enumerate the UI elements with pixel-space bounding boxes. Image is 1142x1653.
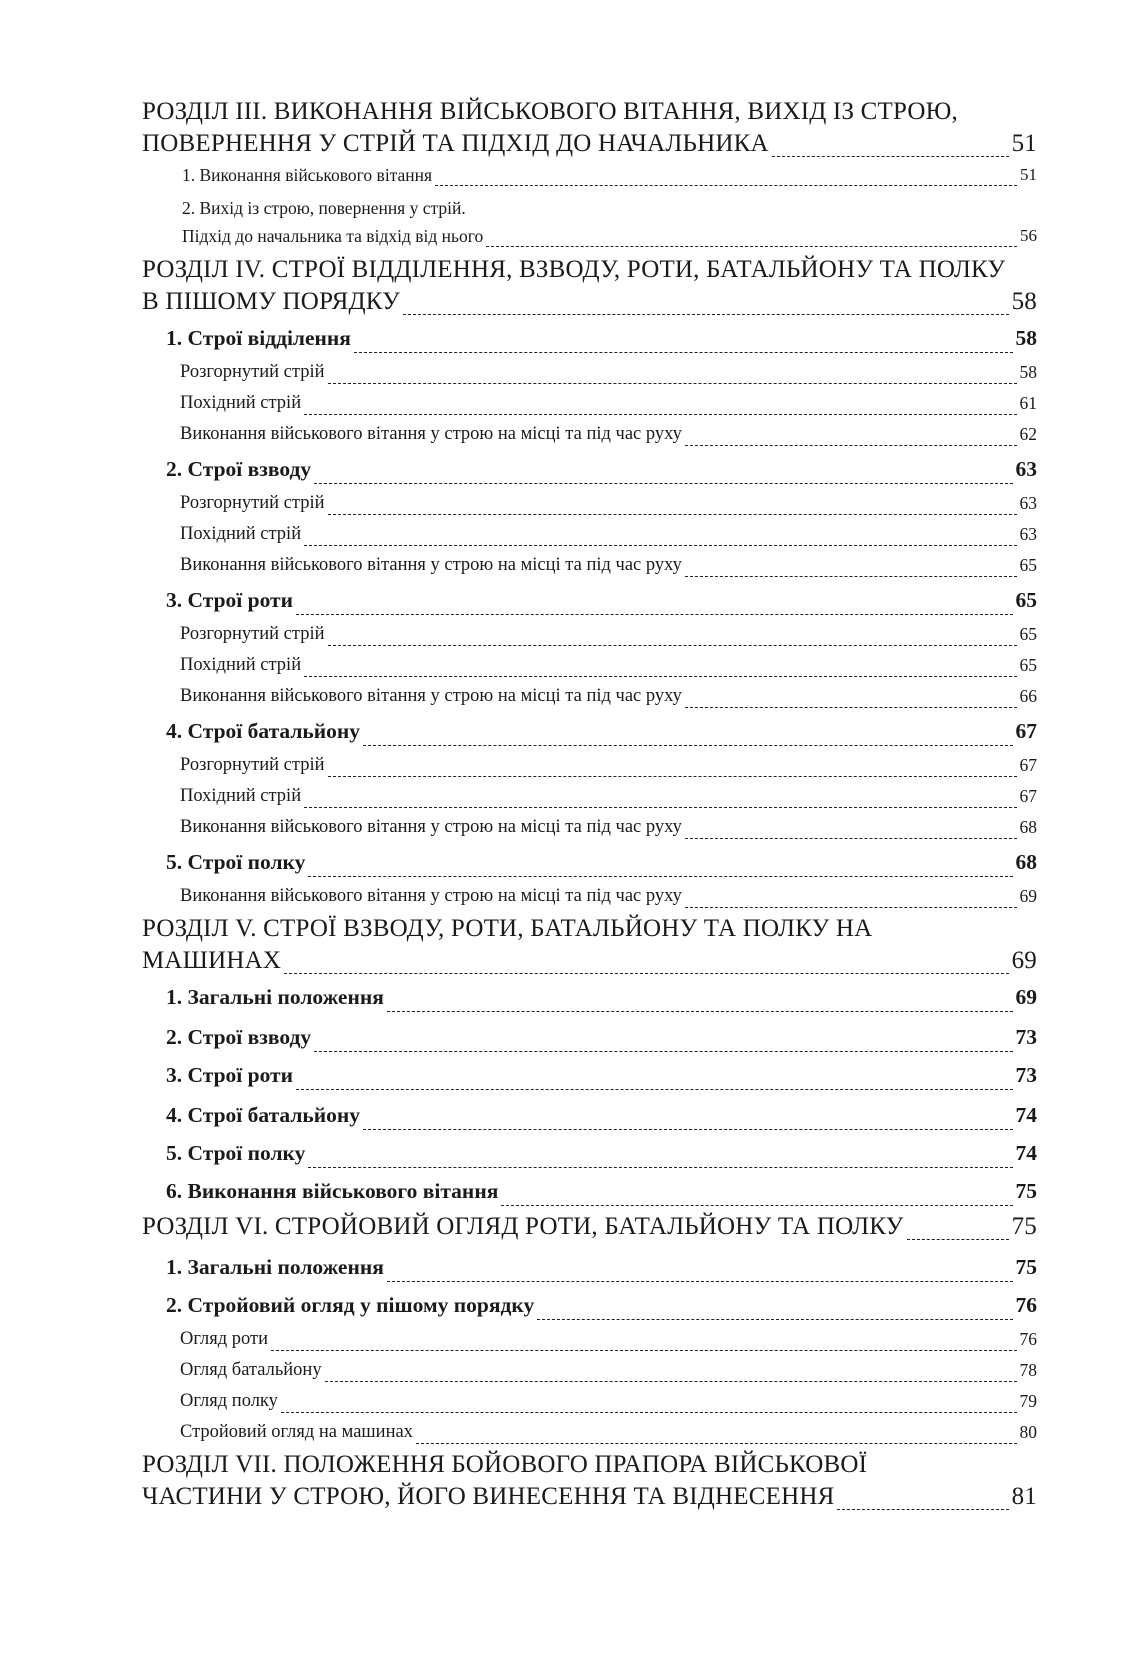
toc-entry-title: Виконання військового вітання у строю на місці та під час руху <box>180 555 682 575</box>
table-of-contents <box>142 96 1037 1513</box>
page-number: 63 <box>1019 524 1037 544</box>
dot-leader <box>281 1412 1017 1413</box>
dot-leader <box>685 445 1017 446</box>
toc-part-5 <box>142 913 1037 1209</box>
toc-entry[interactable] <box>142 222 1037 250</box>
page-number: 79 <box>1019 1391 1037 1411</box>
page-number: 51 <box>1020 165 1037 184</box>
page-number: 67 <box>1015 719 1037 743</box>
toc-entry-title: Розгорнутий стрій <box>180 624 325 644</box>
toc-section-title: 1. Загальні положення <box>166 1255 384 1279</box>
page-number: 63 <box>1015 457 1037 481</box>
dot-leader <box>685 838 1017 839</box>
dot-leader <box>296 614 1013 615</box>
dot-leader <box>314 1051 1012 1052</box>
toc-entry-title: Похідний стрій <box>180 786 302 806</box>
dot-leader <box>363 1129 1012 1130</box>
toc-section[interactable] <box>142 1133 1037 1171</box>
dot-leader <box>537 1319 1012 1320</box>
toc-part-5-title-line2: МАШИНАХ <box>142 947 282 974</box>
toc-entry[interactable] <box>142 1323 1037 1354</box>
toc-section[interactable] <box>142 1015 1037 1055</box>
toc-part-4-title-line1: РОЗДІЛ ІV. СТРОЇ ВІДДІЛЕННЯ, ВЗВОДУ, РОТИ, БАТАЛЬЙОНУ ТА ПОЛКУ <box>142 256 1006 283</box>
page-number: 75 <box>1011 1213 1037 1240</box>
toc-entry[interactable] <box>142 487 1037 518</box>
page-number: 67 <box>1019 786 1037 806</box>
toc-part-5-title-line1: РОЗДІЛ V. СТРОЇ ВЗВОДУ, РОТИ, БАТАЛЬЙОНУ ТА ПОЛКУ НА <box>142 915 873 942</box>
dot-leader <box>308 876 1012 877</box>
toc-entry-title-line2: Підхід до начальника та відхід від нього <box>182 226 484 246</box>
toc-entry-title: Розгорнутий стрій <box>180 493 325 513</box>
dot-leader <box>304 676 1016 677</box>
toc-section-title: 1. Строї відділення <box>166 326 351 350</box>
dot-leader <box>304 807 1016 808</box>
toc-section[interactable] <box>142 1093 1037 1133</box>
toc-part-3-title-line2: ПОВЕРНЕННЯ У СТРІЙ ТА ПІДХІД ДО НАЧАЛЬНИКА <box>142 130 769 157</box>
toc-entry[interactable] <box>142 811 1037 842</box>
toc-entry-title: Виконання військового вітання у строю на місці та під час руху <box>180 817 682 837</box>
toc-section-title: 1. Загальні положення <box>166 985 384 1009</box>
dot-leader <box>435 185 1017 186</box>
page-number: 68 <box>1015 850 1037 874</box>
toc-entry-title: Виконання військового вітання у строю на місці та під час руху <box>180 886 682 906</box>
dot-leader <box>328 645 1017 646</box>
dot-leader <box>363 745 1012 746</box>
page-number: 51 <box>1011 130 1037 157</box>
page-number: 73 <box>1015 1025 1037 1049</box>
dot-leader <box>325 1381 1017 1382</box>
dot-leader <box>354 352 1013 353</box>
toc-entry-title: Огляд полку <box>180 1391 278 1411</box>
toc-part-3 <box>142 96 1037 250</box>
page-number: 81 <box>1011 1483 1037 1510</box>
toc-part-3-entry[interactable] <box>142 128 1037 160</box>
toc-section[interactable] <box>142 842 1037 880</box>
page-number: 61 <box>1019 393 1037 413</box>
page-number: 69 <box>1011 947 1037 974</box>
page-number: 75 <box>1015 1179 1037 1203</box>
toc-section-title: 2. Строї взводу <box>166 457 312 481</box>
toc-entry-title: 1. Виконання військового вітання <box>182 165 433 185</box>
toc-section[interactable] <box>142 580 1037 618</box>
toc-part-5-entry[interactable] <box>142 945 1037 977</box>
toc-part-6-entry[interactable] <box>142 1211 1037 1243</box>
dot-leader <box>284 973 1008 974</box>
toc-part-4-title-line2: В ПІШОМУ ПОРЯДКУ <box>142 288 400 315</box>
toc-section[interactable] <box>142 449 1037 487</box>
page-number: 78 <box>1019 1360 1037 1380</box>
page-number: 76 <box>1019 1329 1037 1349</box>
toc-entry-title-line1: 2. Вихід із строю, повернення у стрій. <box>182 198 466 218</box>
toc-section-title: 4. Строї батальйону <box>166 1103 361 1127</box>
dot-leader <box>308 1167 1012 1168</box>
dot-leader <box>907 1239 1009 1240</box>
page-number: 74 <box>1015 1103 1037 1127</box>
toc-section[interactable] <box>142 1171 1037 1209</box>
toc-part-4-entry[interactable] <box>142 286 1037 318</box>
toc-entry[interactable] <box>142 387 1037 418</box>
toc-entry[interactable] <box>142 1385 1037 1416</box>
toc-entry-title: Похідний стрій <box>180 393 302 413</box>
dot-leader <box>271 1350 1016 1351</box>
page-number: 69 <box>1015 985 1037 1009</box>
dot-leader <box>501 1205 1012 1206</box>
toc-entry[interactable] <box>142 161 1037 189</box>
dot-leader <box>328 383 1017 384</box>
page-number: 69 <box>1019 886 1037 906</box>
page-number: 73 <box>1015 1063 1037 1087</box>
toc-entry-title: Похідний стрій <box>180 655 302 675</box>
page-number: 58 <box>1015 326 1037 350</box>
toc-entry-title: Виконання військового вітання у строю на місці та під час руху <box>180 424 682 444</box>
page-number: 67 <box>1019 755 1037 775</box>
toc-part-6 <box>142 1211 1037 1447</box>
page-number: 56 <box>1020 226 1037 245</box>
dot-leader <box>685 707 1017 708</box>
dot-leader <box>685 907 1017 908</box>
dot-leader <box>685 576 1017 577</box>
dot-leader <box>403 314 1009 315</box>
toc-entry-title: Огляд батальйону <box>180 1360 322 1380</box>
toc-entry[interactable] <box>142 780 1037 811</box>
dot-leader <box>486 246 1017 247</box>
dot-leader <box>837 1509 1008 1510</box>
dot-leader <box>296 1089 1013 1090</box>
toc-section-title: 2. Стройовий огляд у пішому порядку <box>166 1293 535 1317</box>
dot-leader <box>416 1443 1017 1444</box>
page-number: 65 <box>1019 655 1037 675</box>
toc-section[interactable] <box>142 1247 1037 1285</box>
toc-entry[interactable] <box>142 880 1037 911</box>
page-number: 62 <box>1019 424 1037 444</box>
toc-section-title: 4. Строї батальйону <box>166 719 361 743</box>
dot-leader <box>304 414 1016 415</box>
toc-entry[interactable] <box>142 518 1037 549</box>
toc-entry[interactable] <box>142 1416 1037 1447</box>
page-number: 58 <box>1011 288 1037 315</box>
page-number: 74 <box>1015 1141 1037 1165</box>
page-number: 76 <box>1015 1293 1037 1317</box>
page-number: 65 <box>1019 555 1037 575</box>
toc-section[interactable] <box>142 1055 1037 1093</box>
toc-entry-title: Виконання військового вітання у строю на місці та під час руху <box>180 686 682 706</box>
toc-part-6-title: РОЗДІЛ VІ. СТРОЙОВИЙ ОГЛЯД РОТИ, БАТАЛЬЙОНУ ТА ПОЛКУ <box>142 1213 904 1240</box>
toc-part-7-entry[interactable] <box>142 1481 1037 1513</box>
page-number: 65 <box>1015 588 1037 612</box>
toc-section-title: 3. Строї роти <box>166 588 293 612</box>
toc-entry[interactable] <box>142 649 1037 680</box>
toc-entry[interactable] <box>142 680 1037 711</box>
toc-entry-title: Розгорнутий стрій <box>180 755 325 775</box>
toc-section-title: 6. Виконання військового вітання <box>166 1179 499 1203</box>
dot-leader <box>328 776 1017 777</box>
toc-entry-title: Розгорнутий стрій <box>180 362 325 382</box>
toc-entry-title: Похідний стрій <box>180 524 302 544</box>
toc-section[interactable] <box>142 977 1037 1015</box>
toc-section[interactable] <box>142 318 1037 356</box>
toc-part-4 <box>142 254 1037 911</box>
dot-leader <box>314 483 1012 484</box>
toc-part-3-title-line1: РОЗДІЛ ІІІ. ВИКОНАННЯ ВІЙСЬКОВОГО ВІТАННЯ, ВИХІД ІЗ СТРОЮ, <box>142 98 958 125</box>
toc-entry[interactable] <box>142 749 1037 780</box>
toc-entry-title: Стройовий огляд на машинах <box>180 1422 413 1442</box>
dot-leader <box>328 514 1017 515</box>
toc-entry[interactable] <box>142 1354 1037 1385</box>
toc-section-title: 3. Строї роти <box>166 1063 293 1087</box>
toc-entry[interactable] <box>142 549 1037 580</box>
toc-entry[interactable] <box>142 356 1037 387</box>
page-number: 75 <box>1015 1255 1037 1279</box>
page-number: 65 <box>1019 624 1037 644</box>
dot-leader <box>772 156 1009 157</box>
page-number: 68 <box>1019 817 1037 837</box>
toc-section[interactable] <box>142 711 1037 749</box>
page-number: 63 <box>1019 493 1037 513</box>
toc-entry-title: Огляд роти <box>180 1329 269 1349</box>
page-number: 80 <box>1019 1422 1037 1442</box>
toc-section[interactable] <box>142 1285 1037 1323</box>
toc-section-title: 2. Строї взводу <box>166 1025 312 1049</box>
dot-leader <box>387 1281 1013 1282</box>
toc-part-7-title-line2: ЧАСТИНИ У СТРОЮ, ЙОГО ВИНЕСЕННЯ ТА ВІДНЕСЕННЯ <box>142 1483 835 1510</box>
toc-part-7 <box>142 1449 1037 1513</box>
page-number: 58 <box>1019 362 1037 382</box>
page-number: 66 <box>1019 686 1037 706</box>
toc-entry[interactable] <box>142 418 1037 449</box>
dot-leader <box>387 1011 1013 1012</box>
toc-section-title: 5. Строї полку <box>166 1141 306 1165</box>
toc-part-7-title-line1: РОЗДІЛ VІІ. ПОЛОЖЕННЯ БОЙОВОГО ПРАПОРА ВІЙСЬКОВОЇ <box>142 1451 868 1478</box>
dot-leader <box>304 545 1016 546</box>
toc-entry[interactable] <box>142 618 1037 649</box>
toc-section-title: 5. Строї полку <box>166 850 306 874</box>
